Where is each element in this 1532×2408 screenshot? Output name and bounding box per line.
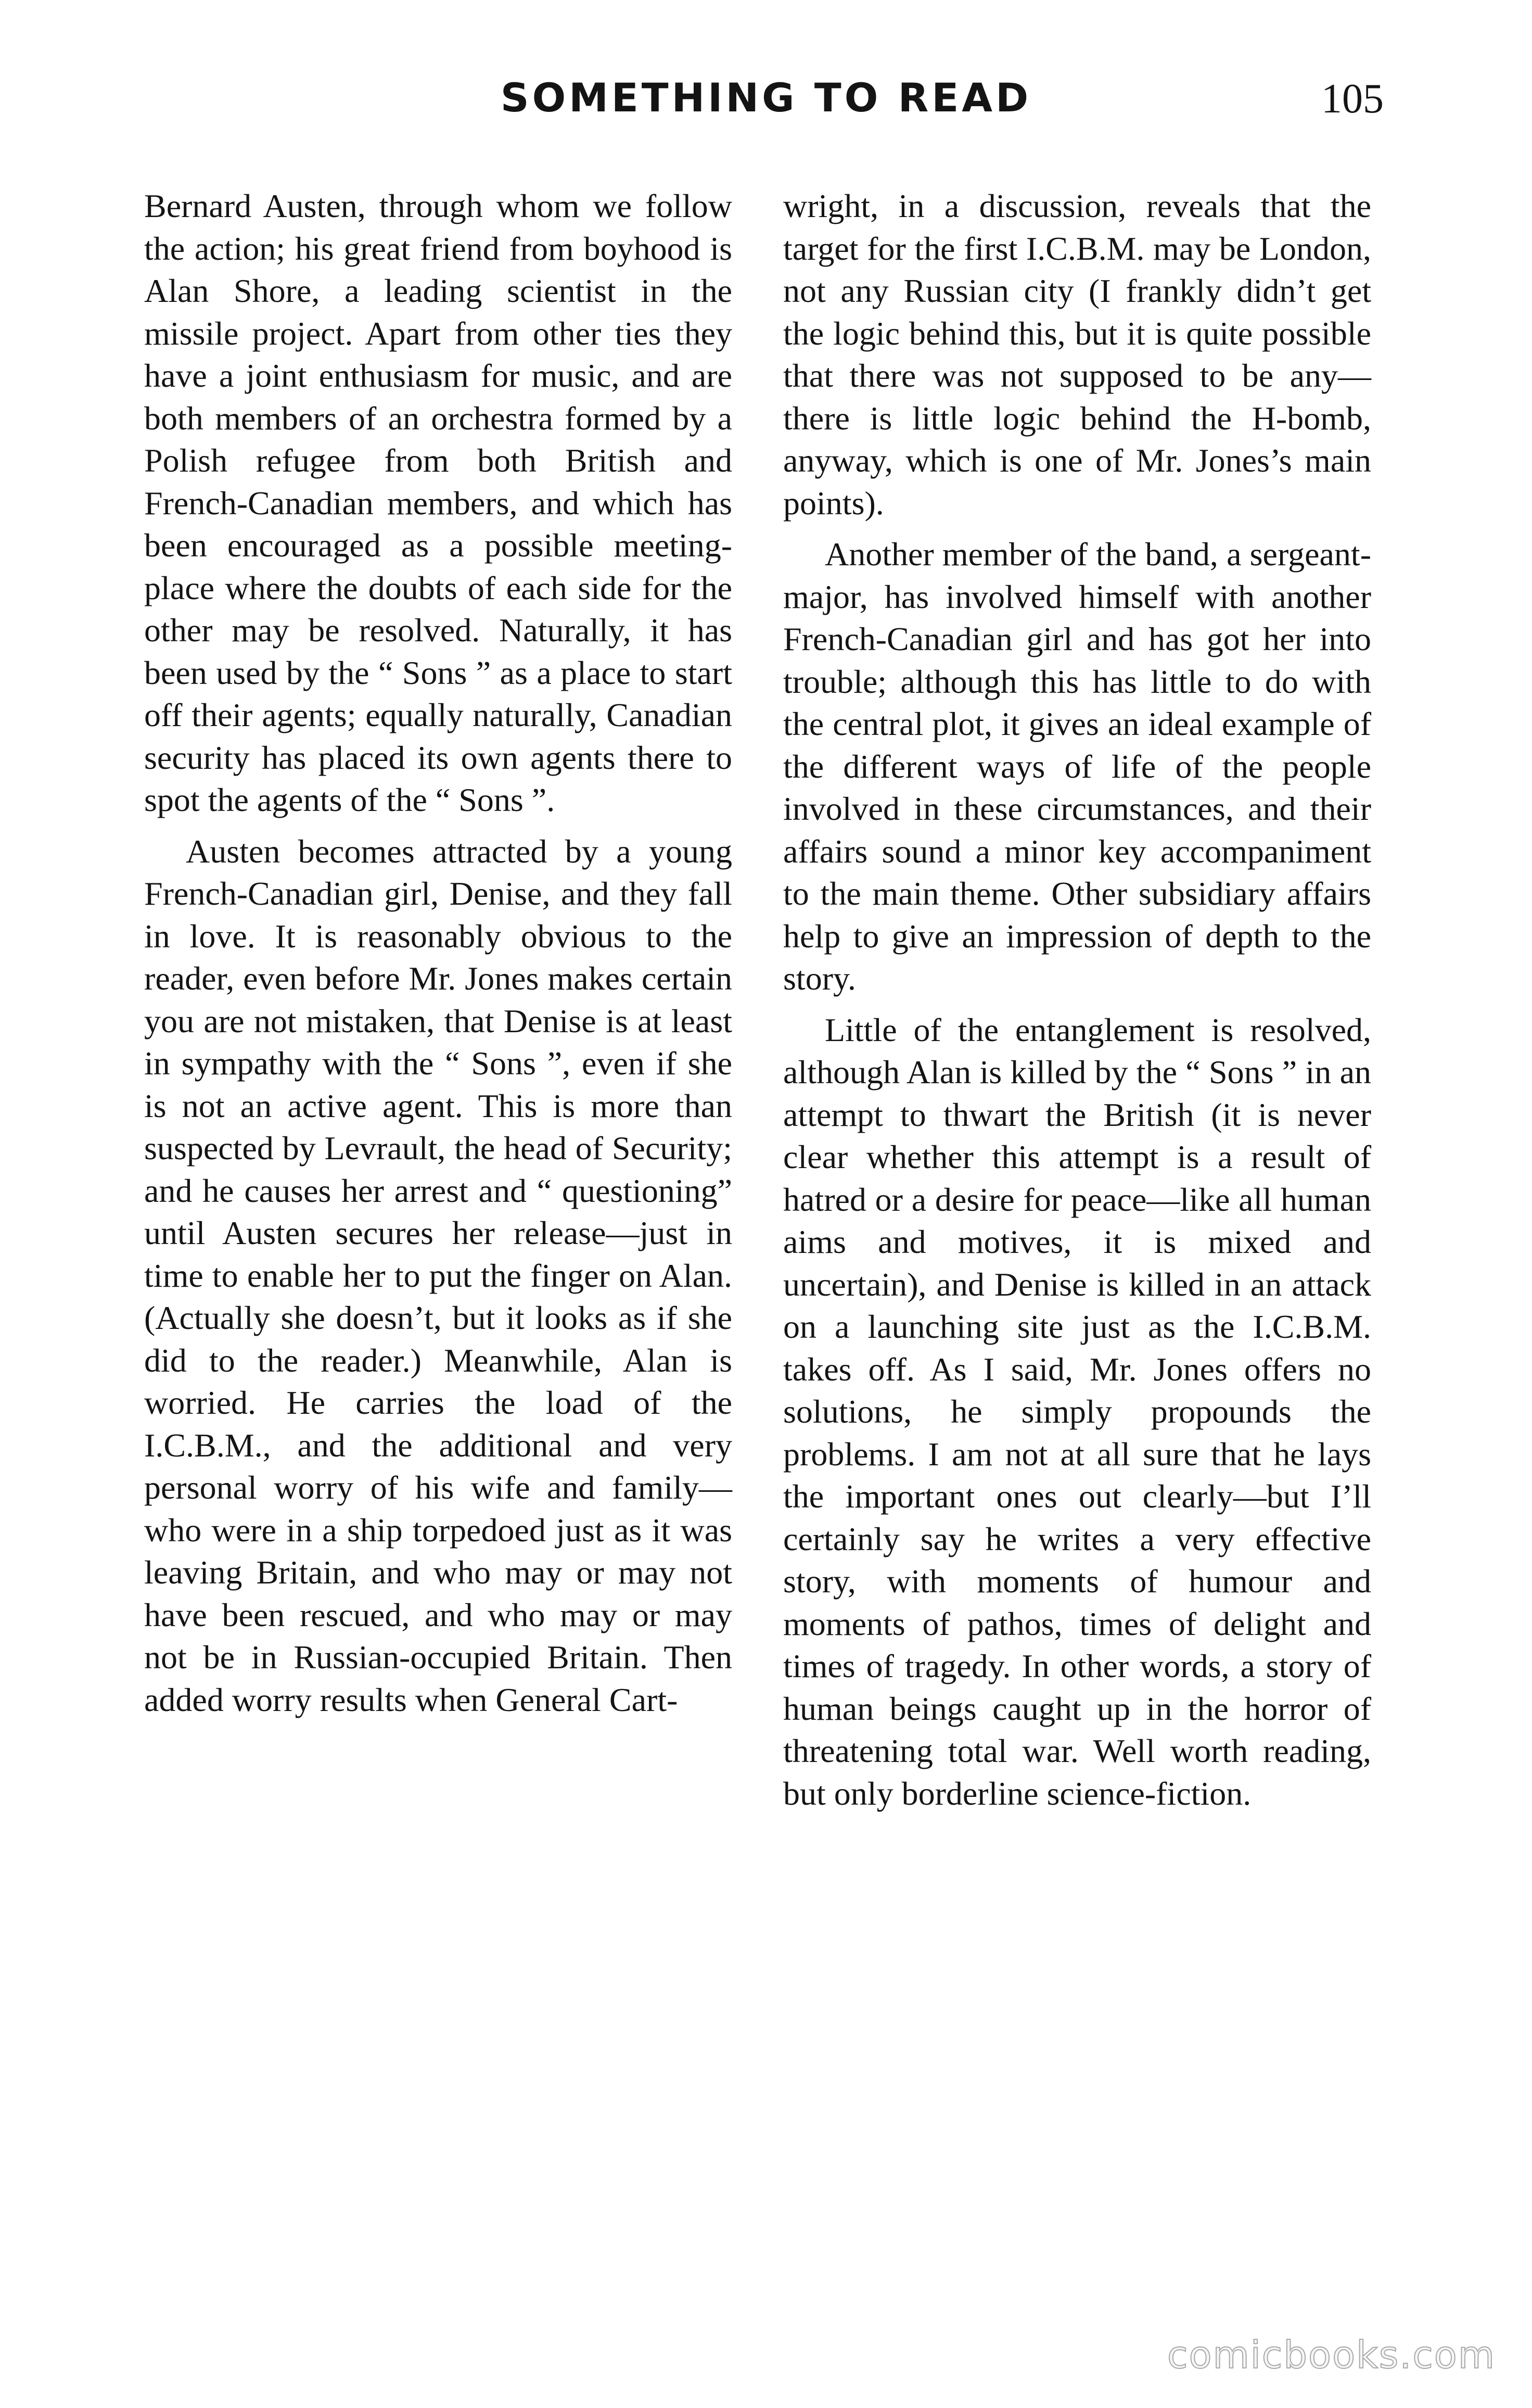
- paragraph: wright, in a discussion, reveals that the target for the first I.C.B.M. may be London, not any Russian city (I frankly didn’t get the logic behind this, but it is quite possible that there was not supposed to be any—there is little logic behind the H-bomb, anyway, which is one of Mr. Jones’s main points).: [783, 187, 1371, 522]
- paragraph: Austen becomes attracted by a young French-Canadian girl, Denise, and they fall in love. It is reasonably obvious to the reader, even before Mr. Jones makes certain you are not mistaken, that Denise is at least in sympathy with the “ Sons ”, even if she is not an active agent. This is more than suspected by Levrault, the head of Security; and he causes her arrest and “ questioning” until Austen secures her release—just in time to enable her to put the finger on Alan. (Actually she doesn’t, but it looks as if she did to the reader.) Meanwhile, Alan is worried. He carries the load of the I.C.B.M., and the additional and very personal worry of his wife and family—who were in a ship torpedoed just as it was leaving Britain, and who may or may not have been rescued, and who may or may not be in Russian-occupied Britain. Then added worry results when General Cart-: [144, 832, 732, 1718]
- paragraph: Bernard Austen, through whom we follow the action; his great friend from boyhood is Alan Shore, a leading scientist in the missile project. Apart from other ties they have a joint enthusiasm for music, and are both members of an orchestra formed by a Polish refugee from both British and French-Canadian members, and which has been encouraged as a possible meeting-place where the doubts of each side for the other may be resolved. Naturally, it has been used by the “ Sons ” as a place to start off their agents; equally naturally, Canadian security has placed its own agents there to spot the agents of the “ Sons ”.: [144, 187, 732, 818]
- watermark: comicbooks.com: [1167, 2333, 1496, 2377]
- page-number: 105: [1321, 76, 1384, 122]
- running-title: SOMETHING TO READ: [500, 74, 1032, 121]
- paragraph: Little of the entanglement is resolved, although Alan is killed by the “ Sons ” in an attempt to thwart the British (it is never clear whether this attempt is a result of hatred or a desire for peace—like all human aims and motives, it is mixed and uncertain), and Denise is killed in an attack on a launching site just as the I.C.B.M. takes off. As I said, Mr. Jones offers no solutions, he simply propounds the problems. I am not at all sure that he lays the important ones out clearly—but I’ll certainly say he writes a very effective story, with moments of humour and moments of pathos, times of delight and times of tragedy. In other words, a story of human beings caught up in the horror of threatening total war. Well worth reading, but only borderline science-fiction.: [783, 1011, 1371, 1812]
- left-column: [144, 185, 732, 1721]
- right-column: [783, 185, 1371, 1815]
- paragraph: Another member of the band, a sergeant-major, has involved himself with another French-Canadian girl and has got her into trouble; although this has little to do with the central plot, it gives an ideal example of the different ways of life of the people involved in these circumstances, and their affairs sound a minor key accompaniment to the main theme. Other subsidiary affairs help to give an impression of depth to the story.: [783, 536, 1371, 997]
